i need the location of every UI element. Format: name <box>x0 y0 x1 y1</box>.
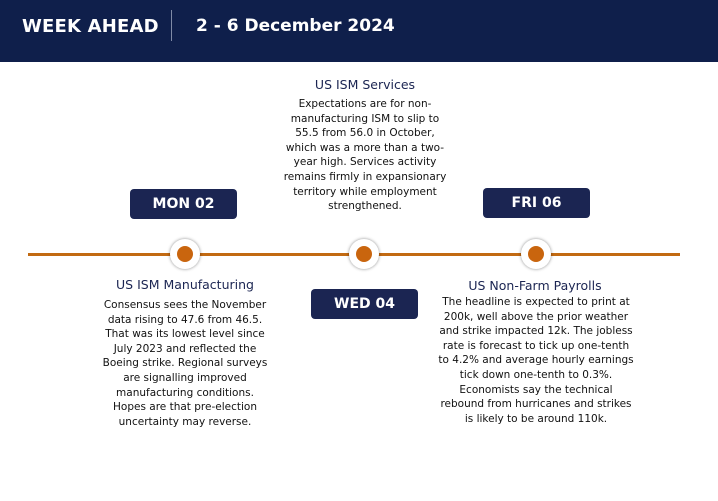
header-title: WEEK AHEAD <box>22 16 159 37</box>
timeline-dot-fri <box>521 239 551 269</box>
event-body-non-farm-payrolls: The headline is expected to print at 200k, well above the prior weather and strike impacted 12k. The jobless rate is forecast to tick up one-tenth to 4.2% and average hourly earnings tick down one-tenth to 0.3%. Economists say the technical rebound from hurricanes and strikes is likely to be around 110k. <box>438 296 634 425</box>
event-body-ism-manufacturing: Consensus sees the November data rising to 47.6 from 46.5. That was its lowest level since July 2023 and reflected the Boeing strike. Regional surveys are signalling improved manufacturing conditions. Hopes are that pre-election uncertainty may reverse. <box>102 299 268 428</box>
event-title-non-farm-payrolls: US Non-Farm Payrolls <box>468 278 602 293</box>
day-box-fri: FRI 06 <box>483 188 590 218</box>
header-bar <box>0 0 718 62</box>
event-body-ism-services: Expectations are for non-manufacturing ISM to slip to 55.5 from 56.0 in October, which was a more than a two-year high. Services activity remains firmly in expansionary territory while employment strengthened. <box>283 98 447 213</box>
header-dates: 2 - 6 December 2024 <box>196 16 395 36</box>
day-box-mon: MON 02 <box>130 189 237 219</box>
timeline-dot-mon <box>170 239 200 269</box>
day-box-wed: WED 04 <box>311 289 418 319</box>
event-title-ism-manufacturing: US ISM Manufacturing <box>116 277 254 292</box>
header-divider <box>171 10 172 41</box>
timeline-dot-wed <box>349 239 379 269</box>
event-title-ism-services: US ISM Services <box>314 77 416 92</box>
